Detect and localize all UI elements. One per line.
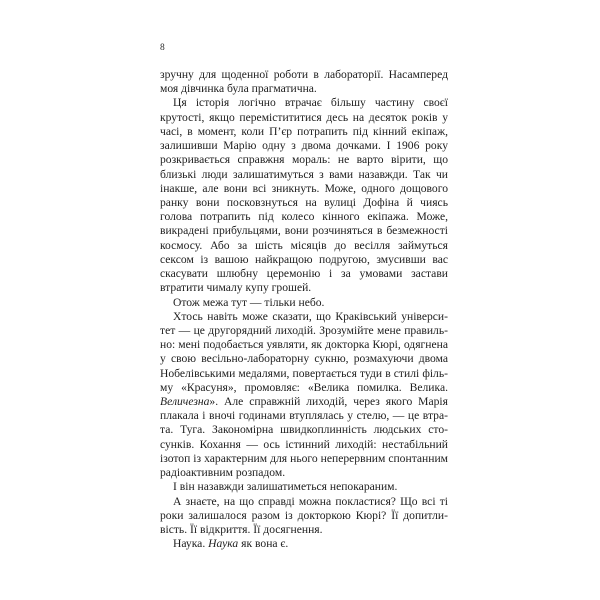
body-text: Отож межа тут — тільки небо.: [173, 295, 325, 309]
body-text: Хтось навіть може сказати, що Краківський університет — це другорядний лиходій. Зрозумійте мене правильно: мені подобається уявляти, як докторка Кюрі, одягнена у свою весільно-лабораторну сукню, розмахуючи двома Нобелівськими медалями, повертається туди в стилі фільму «Красуня», промовляє: «Велика помилка. Велика.: [160, 309, 448, 394]
body-text: Ця історія логічно втрачає більшу частину своєї крутості, якщо перемістититися десь на десяток років у часі, в момент, коли П’єр потрапить під кінний екіпаж, залишивши Марію одну з двома дочками. І 1906 року розкривається справжня мораль: не варто вірити, що близькі люди залишатимуться з вами назавжди. Так чи інакше, але вони всі зникнуть. Може, одного дощового ранку вони посковзнуться на вулиці Дофіна й чиясь голова потрапить під колесо кінного екіпажа. Може, викрадені прибульцями, вони розчиняться в безмежності космосу. Або за шість місяців до весілля займуться сексом із вашою найкращою подругою, змусивши вас скасувати шлюбну церемонію і за умовами застави втратити чималу купу грошей.: [160, 96, 448, 295]
body-text: як вона є.: [238, 537, 289, 551]
paragraph: [160, 96, 448, 295]
paragraph: [160, 495, 448, 538]
paragraph: [160, 296, 448, 310]
body-text-block: [160, 68, 448, 551]
page-number: 8: [160, 43, 165, 53]
paragraph: [160, 480, 448, 494]
paragraph: [160, 310, 448, 481]
body-text: зручну для щоденної роботи в лабораторії. Насамперед моя дівчинка була прагматична.: [160, 68, 448, 96]
paragraph: [160, 537, 448, 551]
emphasis-text: Величезна: [160, 395, 210, 409]
emphasis-text: Наука: [208, 537, 239, 551]
paragraph: [160, 68, 448, 96]
body-text: ». Але справжній лиходій, через якого Марія плакала і вночі годинами втуплялась у стелю, — це втрата. Туга. Закономірна швидкоплинність людських стосунків. Кохання — ось істинний лиходій: нестабільний ізотоп із характерним для нього неперервним спонтанним радіоактивним розпадом.: [160, 395, 448, 480]
body-text: Наука.: [173, 537, 209, 551]
body-text: А знаєте, на що справді можна покластися? Що всі ті роки залишалося разом із докторкою Кюрі? Її допитливість. Її відкриття. Її досягнення.: [160, 494, 448, 536]
body-text: І він назавжди залишатиметься непокараним.: [173, 480, 398, 494]
